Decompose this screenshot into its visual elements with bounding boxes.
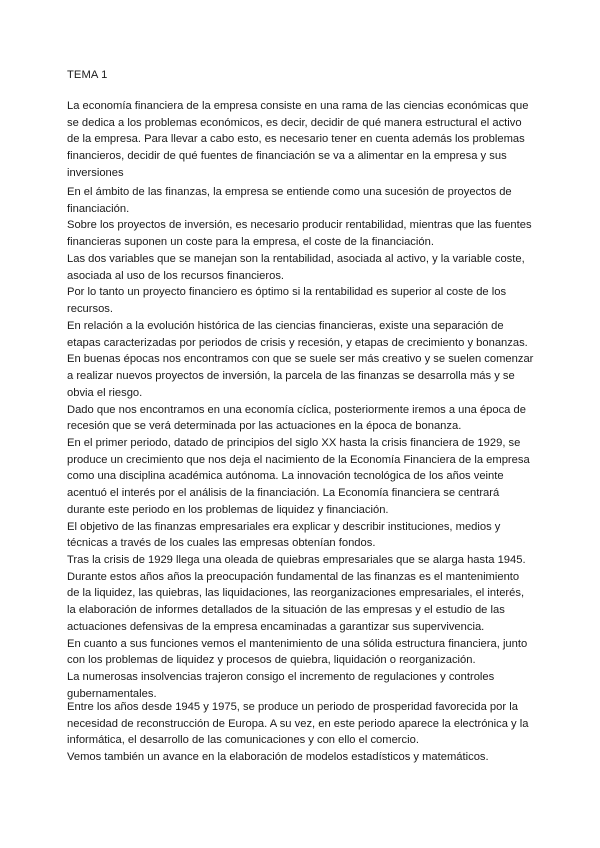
- paragraph-line: se dedica a los problemas económicos, es decir, decidir de qué manera estructural el activo: [67, 116, 522, 129]
- paragraph-line: inversiones: [67, 166, 124, 179]
- paragraph-line: la elaboración de informes detallados de la situación de las empresas y el estudio de las: [67, 604, 505, 617]
- paragraph-line: necesidad de reconstrucción de Europa. A su vez, en este periodo aparece la electrónica y la: [67, 717, 529, 730]
- paragraph-line: produce un crecimiento que nos deja el nacimiento de la Economía Financiera de la empresa: [67, 453, 530, 466]
- paragraph-line: acentuó el interés por el análisis de la financiación. La Economía financiera se centrará: [67, 487, 500, 500]
- paragraph-line: En cuanto a sus funciones vemos el mantenimiento de una sólida estructura financiera, junto: [67, 637, 528, 650]
- paragraph-line: de la empresa. Para llevar a cabo esto, es necesario tener en cuenta además los problemas: [67, 133, 525, 146]
- paragraph-line: financieros, decidir de qué fuentes de financiación se va a alimentar en la empresa y sus: [67, 150, 507, 163]
- paragraph-line: obvia el riesgo.: [67, 386, 143, 399]
- paragraph-line: recesión que se verá determinada por las actuaciones en la época de bonanza.: [67, 420, 462, 433]
- paragraph-line: durante este periodo en los problemas de liquidez y financiación.: [67, 503, 389, 516]
- paragraph-line: como una disciplina académica autónoma. La innovación tecnológica de los años veinte: [67, 470, 504, 483]
- paragraph-line: La numerosas insolvencias trajeron consigo el incremento de regulaciones y controles: [67, 670, 495, 683]
- paragraph-line: La economía financiera de la empresa consiste en una rama de las ciencias económicas que: [67, 100, 529, 112]
- paragraph-crisis-1929: [67, 552, 547, 702]
- paragraph-line: financieras suponen un coste para la empresa, el coste de la financiación.: [67, 236, 434, 249]
- paragraph-line: gubernamentales.: [67, 687, 157, 700]
- paragraph-line: El objetivo de las finanzas empresariales era explicar y describir instituciones, medios y: [67, 520, 501, 533]
- paragraph-ambito-finanzas: [67, 184, 547, 318]
- document-title: TEMA 1: [67, 69, 108, 81]
- paragraph-line: Por lo tanto un proyecto financiero es óptimo si la rentabilidad es superior al coste de los: [67, 286, 507, 299]
- paragraph-line: Entre los años desde 1945 y 1975, se produce un periodo de prosperidad favorecida por la: [67, 701, 518, 713]
- paragraph-line: a realizar nuevos proyectos de inversión, la parcela de las finanzas se desarrolla más y se: [67, 370, 515, 383]
- paragraph-primer-periodo: [67, 435, 547, 552]
- paragraph-economia-financiera: [67, 98, 547, 182]
- paragraph-line: con los problemas de liquidez y procesos de quiebra, liquidación o reorganización.: [67, 654, 476, 667]
- paragraph-evolucion-historica: [67, 318, 547, 435]
- paragraph-line: técnicas a través de los cuales las empresas obtenían fondos.: [67, 537, 376, 550]
- paragraph-line: Durante estos años años la preocupación fundamental de las finanzas es el mantenimiento: [67, 570, 520, 583]
- paragraph-line: etapas caracterizadas por periodos de crisis y recesión, y etapas de crecimiento y bonanzas.: [67, 336, 528, 349]
- paragraph-line: de la liquidez, las quiebras, las liquidaciones, las reorganizaciones empresariales, el interés,: [67, 587, 525, 600]
- paragraph-1945-1975: [67, 699, 547, 766]
- paragraph-line: En relación a la evolución histórica de las ciencias financieras, existe una separación de: [67, 320, 504, 332]
- paragraph-line: actuaciones defensivas de la empresa encaminadas a garantizar sus supervivencia.: [67, 620, 485, 633]
- paragraph-line: informática, el desarrollo de las comunicaciones y con ello el comercio.: [67, 734, 419, 747]
- paragraph-line: Tras la crisis de 1929 llega una oleada de quiebras empresariales que se alarga hasta 1945.: [67, 554, 526, 566]
- paragraph-line: En buenas épocas nos encontramos con que se suele ser más creativo y se suelen comenzar: [67, 353, 534, 366]
- paragraph-line: financiación.: [67, 202, 130, 215]
- paragraph-line: En el ámbito de las finanzas, la empresa se entiende como una sucesión de proyectos de: [67, 186, 512, 198]
- paragraph-line: Las dos variables que se manejan son la rentabilidad, asociada al activo, y la variable coste,: [67, 252, 525, 265]
- paragraph-line: Vemos también un avance en la elaboración de modelos estadísticos y matemáticos.: [67, 751, 489, 764]
- paragraph-line: Dado que nos encontramos en una economía cíclica, posteriormente iremos a una época de: [67, 403, 526, 416]
- paragraph-line: recursos.: [67, 302, 114, 315]
- paragraph-line: Sobre los proyectos de inversión, es necesario producir rentabilidad, mientras que las fuentes: [67, 219, 532, 232]
- paragraph-line: asociada al uso de los recursos financieros.: [67, 269, 285, 282]
- paragraph-line: En el primer periodo, datado de principios del siglo XX hasta la crisis financiera de 1929, se: [67, 437, 521, 449]
